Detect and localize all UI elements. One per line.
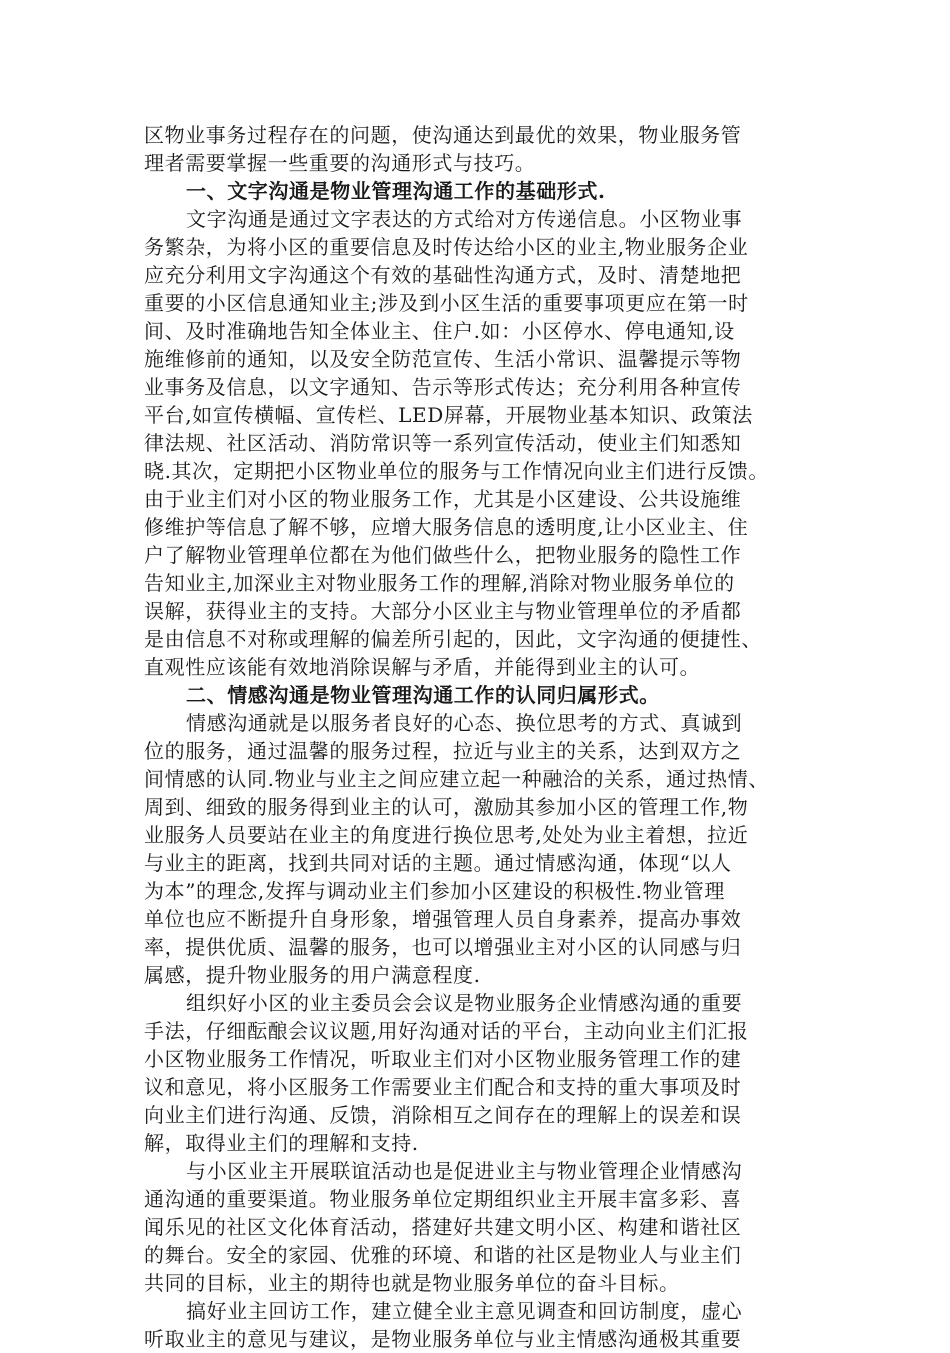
text-line: 为本”的理念,发挥与调动业主们参加小区建设的积极性.物业管理 (144, 879, 725, 903)
text-line: 业事务及信息，以文字通知、告示等形式传达；充分利用各种宣传 (144, 375, 742, 399)
text-line: 理者需要掌握一些重要的沟通形式与技巧。 (144, 151, 536, 175)
text-line: 向业主们进行沟通、反馈，消除相互之间存在的理解上的误差和误 (144, 1103, 742, 1127)
text-line: 周到、细致的服务得到业主的认可，激励其参加小区的管理工作,物 (144, 795, 749, 819)
text-line: 晓.其次，定期把小区物业单位的服务与工作情况向业主们进行反馈。 (144, 459, 769, 483)
text-line: 律法规、社区活动、消防常识等一系列宣传活动，使业主们知悉知 (144, 431, 742, 455)
text-line: 直观性应该能有效地消除误解与矛盾，并能得到业主的认可。 (144, 655, 701, 679)
text-line: 组织好小区的业主委员会会议是物业服务企业情感沟通的重要 (186, 991, 743, 1015)
text-line: 手法，仔细酝酿会议议题,用好沟通对话的平台，主动向业主们汇报 (144, 1019, 749, 1043)
section-heading: 一、文字沟通是物业管理沟通工作的基础形式. (186, 179, 606, 203)
text-line: 告知业主,加深业主对物业服务工作的理解,消除对物业服务单位的 (144, 571, 735, 595)
text-line: 的舞台。安全的家园、优雅的环境、和谐的社区是物业人与业主们 (144, 1243, 742, 1267)
document-body (144, 121, 810, 1353)
text-line: 施维修前的通知，以及安全防范宣传、生活小常识、温馨提示等物 (144, 347, 742, 371)
text-line: 位的服务，通过温馨的服务过程，拉近与业主的关系，达到双方之 (144, 739, 742, 763)
text-line: 议和意见，将小区服务工作需要业主们配合和支持的重大事项及时 (144, 1075, 742, 1099)
text-line: 应充分利用文字沟通这个有效的基础性沟通方式，及时、清楚地把 (144, 263, 742, 287)
text-line: 听取业主的意见与建议，是物业服务单位与业主情感沟通极其重要 (144, 1327, 742, 1351)
text-line: 间、及时准确地告知全体业主、住户.如：小区停水、停电通知,设 (144, 319, 735, 343)
text-line: 共同的目标，业主的期待也就是物业服务单位的奋斗目标。 (144, 1271, 680, 1295)
text-line: 业服务人员要站在业主的角度进行换位思考,处处为业主着想，拉近 (144, 823, 749, 847)
text-line: 小区物业服务工作情况，听取业主们对小区物业服务管理工作的建 (144, 1047, 742, 1071)
text-line: 误解，获得业主的支持。大部分小区业主与物业管理单位的矛盾都 (144, 599, 742, 623)
text-line: 务繁杂，为将小区的重要信息及时传达给小区的业主,物业服务企业 (144, 235, 749, 259)
text-line: 属感，提升物业服务的用户满意程度. (144, 963, 481, 987)
text-line: 由于业主们对小区的物业服务工作，尤其是小区建设、公共设施维 (144, 487, 742, 511)
text-line: 文字沟通是通过文字表达的方式给对方传递信息。小区物业事 (186, 207, 743, 231)
text-line: 通沟通的重要渠道。物业服务单位定期组织业主开展丰富多彩、喜 (144, 1187, 742, 1211)
text-line: 平台,如宣传横幅、宣传栏、LED屏幕，开展物业基本知识、政策法 (144, 403, 753, 427)
text-line: 间情感的认同.物业与业主之间应建立起一种融洽的关系，通过热情、 (144, 767, 769, 791)
text-line: 与小区业主开展联谊活动也是促进业主与物业管理企业情感沟 (186, 1159, 743, 1183)
text-line: 情感沟通就是以服务者良好的心态、换位思考的方式、真诚到 (186, 711, 743, 735)
text-line: 搞好业主回访工作，建立健全业主意见调查和回访制度，虚心 (186, 1299, 743, 1323)
text-line: 与业主的距离，找到共同对话的主题。通过情感沟通，体现“以人 (144, 851, 732, 875)
text-line: 重要的小区信息通知业主;涉及到小区生活的重要事项更应在第一时 (144, 291, 749, 315)
section-heading: 二、情感沟通是物业管理沟通工作的认同归属形式。 (186, 683, 660, 707)
text-line: 解，取得业主们的理解和支持. (144, 1131, 419, 1155)
text-line: 修维护等信息了解不够，应增大服务信息的透明度,让小区业主、住 (144, 515, 749, 539)
text-line: 是由信息不对称或理解的偏差所引起的，因此，文字沟通的便捷性、 (144, 627, 762, 651)
text-line: 单位也应不断提升自身形象，增强管理人员自身素养，提高办事效 (144, 907, 742, 931)
text-line: 户了解物业管理单位都在为他们做些什么，把物业服务的隐性工作 (144, 543, 742, 567)
text-line: 率，提供优质、温馨的服务，也可以增强业主对小区的认同感与归 (144, 935, 742, 959)
text-line: 区物业事务过程存在的问题，使沟通达到最优的效果，物业服务管 (144, 123, 742, 147)
text-line: 闻乐见的社区文化体育活动，搭建好共建文明小区、构建和谐社区 (144, 1215, 742, 1239)
